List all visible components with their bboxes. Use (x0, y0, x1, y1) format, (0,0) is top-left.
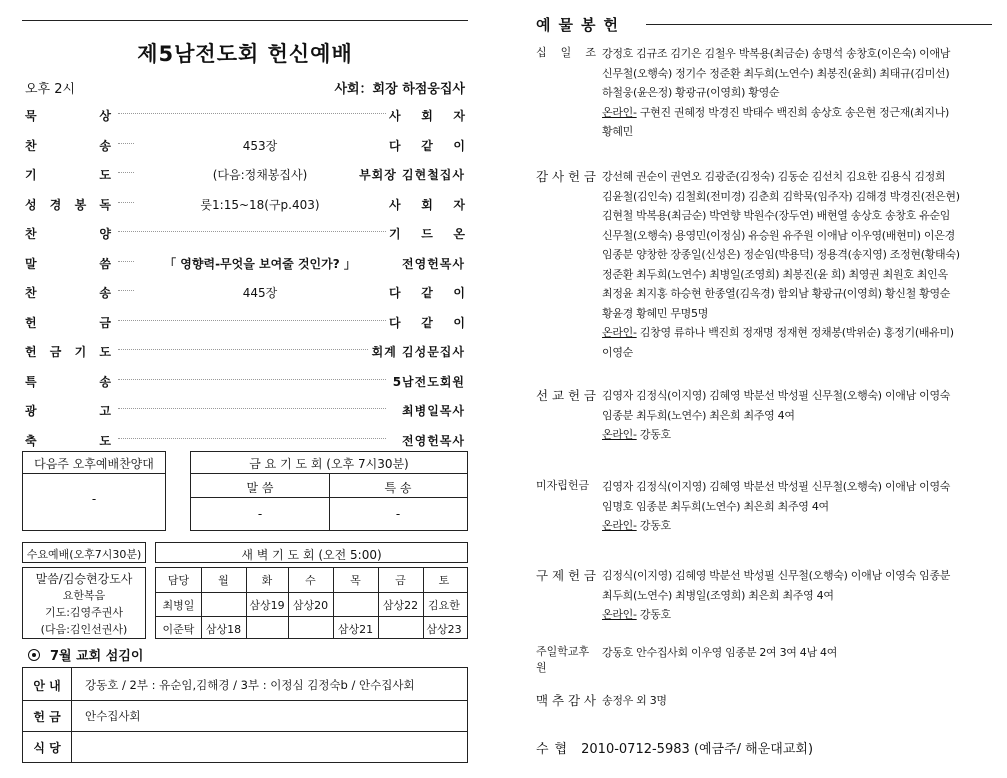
order-item-detail: 「 영향력-무엇을 보여줄 것인가? 」 (134, 255, 386, 272)
host: 사회：회장 하점웅집사 (334, 82, 465, 97)
online-label: 온라인- (602, 105, 637, 119)
offering-names (602, 44, 994, 142)
order-item-detail: 445장 (134, 284, 386, 301)
dawn-day-header: 목 (350, 574, 361, 587)
leader-dots (118, 349, 386, 350)
servant-value: 강동호 / 2부 : 유순임,김해경 / 3부 : 이정심 김정숙b / 안수집사회 (85, 678, 415, 692)
order-item-name: 헌 금 (25, 315, 111, 330)
offering-line: 하철웅(윤은정) 황광규(이영희) 황영순 (602, 86, 780, 99)
order-row (22, 155, 468, 185)
dawn-prayer-table (155, 567, 468, 639)
leader-dots (118, 408, 386, 409)
order-item-person: 회계 김성문집사 (368, 343, 465, 360)
offering-title: 예물봉헌 (536, 16, 626, 34)
account-number: 2010-0712-5983 (예금주/ 해운대교회) (581, 742, 814, 757)
order-item-person: 사 회 자 (389, 109, 465, 123)
order-row (22, 421, 468, 451)
friday-sermon-label: 말 씀 (246, 481, 274, 495)
order-item-person: 다 같 이 (389, 315, 465, 330)
order-item-person: 최병일목사 (398, 402, 465, 419)
order-row (22, 303, 468, 333)
order-item-name: 특 송 (25, 374, 111, 389)
wednesday-header: 수요예배(오후7시30분) (26, 548, 142, 561)
offering-names (602, 167, 994, 362)
offering-line: 김윤철(김인숙) 김철회(전미경) 김춘희 김학묵(임주자) 김해경 박경진(전은현) (602, 189, 960, 203)
order-row (22, 96, 468, 126)
order-item-name: 찬 송 (25, 286, 111, 300)
wednesday-line: 기도:김영주권사 (44, 606, 124, 619)
order-item-name: 찬 송 (25, 138, 111, 153)
order-item-person: 전영헌목사 (398, 432, 465, 449)
offering-line: 강동호 안수집사회 이우영 임종분 2여 3여 4남 4여 (602, 646, 838, 659)
online-offering-line (602, 103, 994, 123)
order-item-detail: (다음:정채봉집사) (134, 166, 386, 183)
friday-sermon-value: - (257, 507, 263, 521)
bullet-icon (28, 649, 40, 661)
servant-label: 식 당 (33, 741, 61, 755)
order-row (22, 273, 468, 303)
dawn-day-header: 수 (305, 574, 316, 587)
order-item-detail: 룻1:15~18(구p.403) (134, 196, 386, 213)
divider (22, 20, 468, 21)
offering-label: 십 일 조 (536, 46, 596, 59)
servant-label: 안 내 (33, 679, 61, 693)
order-item-person: 전영헌목사 (398, 255, 465, 272)
july-servants-title: 7월 교회 섬김이 (28, 645, 143, 664)
divider (646, 24, 992, 25)
offering-line: 임종분 양창한 장종일(신성은) 정순임(박용덕) 정용격(송지영) 조정현(황태숙) (602, 248, 960, 261)
offering-line: 황윤경 황혜민 무명5명 (602, 306, 709, 320)
offering-column (536, 0, 998, 778)
friday-prayer-box (190, 451, 468, 531)
leader-dots (118, 438, 386, 439)
offering-line: 강정호 김규조 김기은 김철우 박복용(최금순) 송명석 송창호(이은숙) 이애남 (602, 47, 951, 60)
dawn-cell: 삼상20 (292, 599, 329, 612)
order-row (22, 126, 468, 156)
order-item-name: 축 도 (25, 433, 111, 448)
online-label: 온라인- (602, 608, 637, 621)
online-offering-line (602, 605, 994, 625)
offering-line: 임명호 임종분 최두희(노연수) 최은희 최주영 4여 (602, 499, 829, 513)
online-offering-line: 이영순 (602, 345, 633, 359)
dawn-cell: 삼상22 (382, 599, 419, 612)
dawn-day-header: 토 (438, 574, 450, 587)
online-names: 강동호 (636, 608, 671, 621)
friday-special-song-value: - (395, 507, 401, 521)
online-offering-line (602, 516, 994, 536)
order-item-name: 광 고 (25, 404, 111, 418)
offering-line: 최두희(노연수) 최병일(조영희) 최은희 최주영 4여 (602, 588, 834, 602)
wednesday-line: (다음:김인선권사) (40, 623, 128, 636)
order-item-name: 묵 상 (25, 109, 111, 123)
order-item-name: 말 씀 (25, 256, 111, 271)
account-info (536, 738, 813, 757)
dawn-cell: 삼상21 (337, 623, 374, 636)
offering-line: 정준환 최두희(노연수) 최병일(조영희) 최봉진(윤 희) 최영권 최원호 최인옥 (602, 267, 948, 281)
dawn-cell: 삼상23 (426, 623, 462, 636)
dawn-cell: 이준탁 (162, 623, 195, 636)
offering-label: 감 사 헌 금 (536, 169, 596, 184)
order-item-person: 부회장 김현철집사 (355, 166, 465, 183)
dawn-day-header: 금 (395, 574, 406, 587)
servant-label: 헌 금 (33, 710, 61, 724)
order-row (22, 362, 468, 392)
wednesday-header-box (22, 542, 146, 563)
offering-line: 강선혜 권순이 권연오 김광준(김정숙) 김동순 김선치 김요한 김용식 김정희 (602, 170, 946, 183)
order-row (22, 185, 468, 215)
dawn-cell: 김요한 (428, 599, 460, 612)
servant-value: 안수집사회 (85, 709, 141, 723)
worship-order-column (22, 0, 468, 778)
online-names: 강동호 (636, 519, 671, 532)
order-item-name: 찬 양 (25, 227, 111, 241)
friday-special-song-label: 특 송 (384, 481, 412, 495)
offering-names (602, 477, 994, 536)
online-names: 구현진 권혜정 박경진 박태수 백진희 송상호 송은현 정근재(최지나) (636, 105, 950, 119)
order-row (22, 214, 468, 244)
online-label: 온라인- (602, 519, 637, 532)
offering-label: 주일학교후원 (536, 645, 590, 674)
offering-label: 구 제 헌 금 (536, 568, 596, 583)
servants-table (22, 667, 468, 763)
online-names: 강동호 (636, 428, 671, 441)
dawn-day-header: 월 (218, 574, 229, 587)
service-time: 오후 2시 (25, 82, 76, 97)
order-row (22, 332, 468, 362)
order-item-detail: 453장 (134, 137, 386, 154)
dawn-prayer-header-box (155, 542, 468, 563)
page-title: 제5남전도회 헌신예배 (137, 42, 353, 66)
dawn-day-header: 화 (261, 574, 273, 587)
offering-names (602, 643, 994, 663)
order-item-person: 사 회 자 (389, 197, 465, 212)
dawn-day-header: 담당 (167, 574, 190, 587)
online-names: 김창영 류하나 백진희 정재명 정재현 정채봉(박위순) 홍정기(배유미) (636, 326, 954, 339)
online-label: 온라인- (602, 326, 637, 339)
offering-line: 김정식(이지영) 김혜영 박분선 박성필 신무철(오행숙) 이애남 이영숙 임종분 (602, 569, 951, 582)
next-choir-box (22, 451, 166, 531)
leader-dots (118, 379, 386, 380)
wednesday-line: 말씀/김승현강도사 (35, 572, 133, 586)
offering-line: 김영자 김정식(이지영) 김혜영 박분선 박성필 신무철(오행숙) 이애남 이영숙 (602, 480, 951, 493)
order-row (22, 244, 468, 274)
order-item-name: 헌 금 기 도 (25, 345, 111, 359)
online-label: 온라인- (602, 428, 637, 441)
offering-label: 선 교 헌 금 (536, 388, 596, 403)
offering-label: 미자립헌금 (536, 479, 590, 492)
dawn-prayer-header: 새 벽 기 도 회 (오전 5:00) (241, 548, 382, 562)
order-item-name: 기 도 (25, 168, 111, 182)
online-offering-line (602, 425, 994, 445)
dawn-cell: 삼상18 (205, 623, 242, 636)
friday-prayer-header: 금 요 기 도 회 (오후 7시30분) (249, 457, 409, 471)
offering-names (602, 691, 994, 711)
offering-label: 맥 추 감 사 (536, 693, 596, 708)
offering-line: 최정윤 최지홍 하승현 한종열(김옥경) 함외남 황광규(이영희) 황신철 황영순 (602, 287, 951, 300)
order-item-name: 성 경 봉 독 (25, 197, 111, 212)
next-choir-value: - (91, 492, 97, 506)
order-item-person: 다 같 이 (389, 138, 465, 153)
dawn-cell: 삼상19 (249, 599, 285, 612)
leader-dots (118, 320, 386, 321)
order-row (22, 391, 468, 421)
offering-line: 송정우 외 3명 (602, 694, 667, 707)
offering-names (602, 566, 994, 625)
offering-line: 김현철 박복용(최금순) 박연향 박원수(장두연) 배현열 송상호 송창호 유순임 (602, 209, 951, 222)
wednesday-body-box (22, 567, 146, 639)
online-offering-line (602, 323, 994, 343)
offering-line: 신무철(오행숙) 정기수 정준환 최두희(노연수) 최봉진(윤희) 최태규(김미선) (602, 66, 950, 80)
offering-line: 신무철(오행숙) 용영민(이정심) 유승원 유주원 이애남 이우영(배현미) 이은경 (602, 228, 955, 242)
worship-order-list (22, 96, 468, 450)
dawn-cell: 최병일 (162, 599, 195, 612)
leader-dots (118, 113, 386, 114)
offering-line: 김영자 김정식(이지영) 김혜영 박분선 박성필 신무철(오행숙) 이애남 이영숙 (602, 389, 951, 402)
offering-line: 임종분 최두희(노연수) 최은희 최주영 4여 (602, 408, 795, 422)
offering-names (602, 386, 994, 445)
account-label: 수협 (536, 742, 574, 757)
next-choir-header: 다음주 오후예배찬양대 (34, 457, 154, 471)
wednesday-line: 요한복음 (62, 589, 106, 602)
order-item-person: 다 같 이 (389, 286, 465, 300)
online-offering-line: 황혜민 (602, 125, 633, 138)
leader-dots (118, 231, 386, 232)
order-item-person: 5남전도회원 (389, 373, 465, 390)
order-item-person: 기 드 온 (389, 227, 465, 241)
